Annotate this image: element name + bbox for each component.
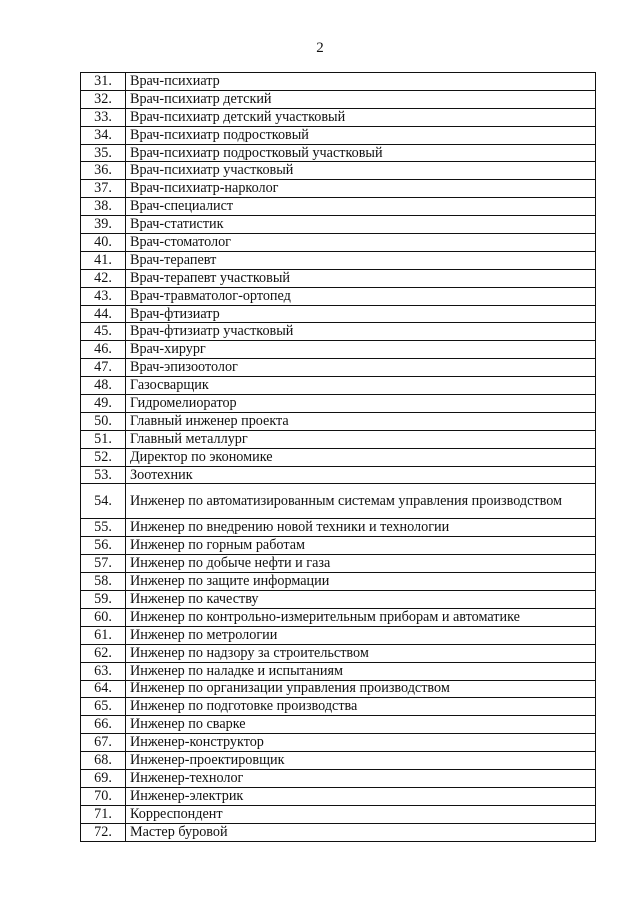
row-number: 67. bbox=[81, 734, 126, 752]
profession-title: Инженер по наладке и испытаниям bbox=[126, 662, 596, 680]
row-number: 72. bbox=[81, 823, 126, 841]
row-number: 71. bbox=[81, 805, 126, 823]
table-row bbox=[81, 287, 596, 305]
profession-title: Главный металлург bbox=[126, 430, 596, 448]
table-row bbox=[81, 108, 596, 126]
table-row bbox=[81, 305, 596, 323]
profession-title: Мастер буровой bbox=[126, 823, 596, 841]
table-row bbox=[81, 466, 596, 484]
row-number: 31. bbox=[81, 73, 126, 91]
row-number: 35. bbox=[81, 144, 126, 162]
table-row bbox=[81, 180, 596, 198]
table-row bbox=[81, 162, 596, 180]
table-row bbox=[81, 90, 596, 108]
table-row bbox=[81, 734, 596, 752]
profession-title: Врач-терапевт участковый bbox=[126, 269, 596, 287]
row-number: 39. bbox=[81, 216, 126, 234]
profession-title: Инженер по качеству bbox=[126, 591, 596, 609]
row-number: 58. bbox=[81, 573, 126, 591]
row-number: 47. bbox=[81, 359, 126, 377]
row-number: 53. bbox=[81, 466, 126, 484]
profession-title: Инженер по организации управления производством bbox=[126, 680, 596, 698]
profession-title: Врач-фтизиатр участковый bbox=[126, 323, 596, 341]
row-number: 37. bbox=[81, 180, 126, 198]
page-number: 2 bbox=[316, 40, 324, 56]
table-row bbox=[81, 716, 596, 734]
row-number: 54. bbox=[81, 484, 126, 519]
profession-title: Инженер по метрологии bbox=[126, 626, 596, 644]
row-number: 56. bbox=[81, 537, 126, 555]
table-row bbox=[81, 359, 596, 377]
table-row bbox=[81, 448, 596, 466]
profession-title: Врач-эпизоотолог bbox=[126, 359, 596, 377]
row-number: 38. bbox=[81, 198, 126, 216]
profession-title: Врач-психиатр bbox=[126, 73, 596, 91]
row-number: 52. bbox=[81, 448, 126, 466]
table-row bbox=[81, 341, 596, 359]
row-number: 55. bbox=[81, 519, 126, 537]
profession-title: Инженер по добыче нефти и газа bbox=[126, 555, 596, 573]
profession-title: Инженер-конструктор bbox=[126, 734, 596, 752]
profession-title: Врач-специалист bbox=[126, 198, 596, 216]
profession-title: Инженер по горным работам bbox=[126, 537, 596, 555]
table-row bbox=[81, 73, 596, 91]
table-row bbox=[81, 698, 596, 716]
table-row bbox=[81, 216, 596, 234]
profession-title: Газосварщик bbox=[126, 377, 596, 395]
table-row bbox=[81, 395, 596, 413]
row-number: 61. bbox=[81, 626, 126, 644]
row-number: 65. bbox=[81, 698, 126, 716]
profession-title: Директор по экономике bbox=[126, 448, 596, 466]
table-row bbox=[81, 555, 596, 573]
table-row bbox=[81, 377, 596, 395]
table-row bbox=[81, 412, 596, 430]
table-row bbox=[81, 484, 596, 519]
profession-title: Врач-травматолог-ортопед bbox=[126, 287, 596, 305]
profession-title: Инженер по контрольно-измерительным приборам и автоматике bbox=[126, 608, 596, 626]
profession-title: Инженер по надзору за строительством bbox=[126, 644, 596, 662]
profession-title: Врач-психиатр участковый bbox=[126, 162, 596, 180]
row-number: 45. bbox=[81, 323, 126, 341]
profession-table bbox=[80, 72, 596, 842]
profession-title: Инженер по защите информации bbox=[126, 573, 596, 591]
table-row bbox=[81, 144, 596, 162]
row-number: 62. bbox=[81, 644, 126, 662]
table-row bbox=[81, 680, 596, 698]
profession-title: Врач-стоматолог bbox=[126, 234, 596, 252]
profession-title: Врач-хирург bbox=[126, 341, 596, 359]
row-number: 48. bbox=[81, 377, 126, 395]
profession-title: Врач-психиатр-нарколог bbox=[126, 180, 596, 198]
table-row bbox=[81, 769, 596, 787]
table-row bbox=[81, 591, 596, 609]
table-row bbox=[81, 823, 596, 841]
table-row bbox=[81, 251, 596, 269]
row-number: 36. bbox=[81, 162, 126, 180]
profession-title: Инженер по подготовке производства bbox=[126, 698, 596, 716]
row-number: 49. bbox=[81, 395, 126, 413]
profession-title: Инженер-электрик bbox=[126, 787, 596, 805]
profession-title: Врач-психиатр подростковый участковый bbox=[126, 144, 596, 162]
table-row bbox=[81, 644, 596, 662]
row-number: 59. bbox=[81, 591, 126, 609]
profession-title: Врач-психиатр детский участковый bbox=[126, 108, 596, 126]
row-number: 66. bbox=[81, 716, 126, 734]
profession-title: Инженер по автоматизированным системам управления производством bbox=[126, 484, 596, 519]
profession-title: Врач-терапевт bbox=[126, 251, 596, 269]
row-number: 68. bbox=[81, 752, 126, 770]
table-row bbox=[81, 805, 596, 823]
table-row bbox=[81, 519, 596, 537]
table-row bbox=[81, 662, 596, 680]
row-number: 57. bbox=[81, 555, 126, 573]
row-number: 69. bbox=[81, 769, 126, 787]
profession-title: Инженер-проектировщик bbox=[126, 752, 596, 770]
profession-title: Инженер по сварке bbox=[126, 716, 596, 734]
table-row bbox=[81, 269, 596, 287]
profession-title: Главный инженер проекта bbox=[126, 412, 596, 430]
row-number: 32. bbox=[81, 90, 126, 108]
table-row bbox=[81, 234, 596, 252]
row-number: 60. bbox=[81, 608, 126, 626]
table-row bbox=[81, 752, 596, 770]
profession-title: Врач-фтизиатр bbox=[126, 305, 596, 323]
table-row bbox=[81, 573, 596, 591]
profession-title: Инженер-технолог bbox=[126, 769, 596, 787]
table-row bbox=[81, 126, 596, 144]
row-number: 64. bbox=[81, 680, 126, 698]
profession-title: Гидромелиоратор bbox=[126, 395, 596, 413]
table-row bbox=[81, 430, 596, 448]
profession-title: Врач-статистик bbox=[126, 216, 596, 234]
profession-title: Инженер по внедрению новой техники и технологии bbox=[126, 519, 596, 537]
table-row bbox=[81, 198, 596, 216]
table-row bbox=[81, 787, 596, 805]
row-number: 34. bbox=[81, 126, 126, 144]
row-number: 33. bbox=[81, 108, 126, 126]
row-number: 70. bbox=[81, 787, 126, 805]
row-number: 46. bbox=[81, 341, 126, 359]
row-number: 43. bbox=[81, 287, 126, 305]
row-number: 51. bbox=[81, 430, 126, 448]
row-number: 63. bbox=[81, 662, 126, 680]
row-number: 41. bbox=[81, 251, 126, 269]
profession-table-body bbox=[81, 73, 596, 842]
table-row bbox=[81, 626, 596, 644]
profession-title: Врач-психиатр детский bbox=[126, 90, 596, 108]
table-row bbox=[81, 537, 596, 555]
row-number: 44. bbox=[81, 305, 126, 323]
profession-title: Врач-психиатр подростковый bbox=[126, 126, 596, 144]
table-row bbox=[81, 323, 596, 341]
profession-title: Зоотехник bbox=[126, 466, 596, 484]
table-row bbox=[81, 608, 596, 626]
row-number: 42. bbox=[81, 269, 126, 287]
row-number: 40. bbox=[81, 234, 126, 252]
row-number: 50. bbox=[81, 412, 126, 430]
profession-title: Корреспондент bbox=[126, 805, 596, 823]
